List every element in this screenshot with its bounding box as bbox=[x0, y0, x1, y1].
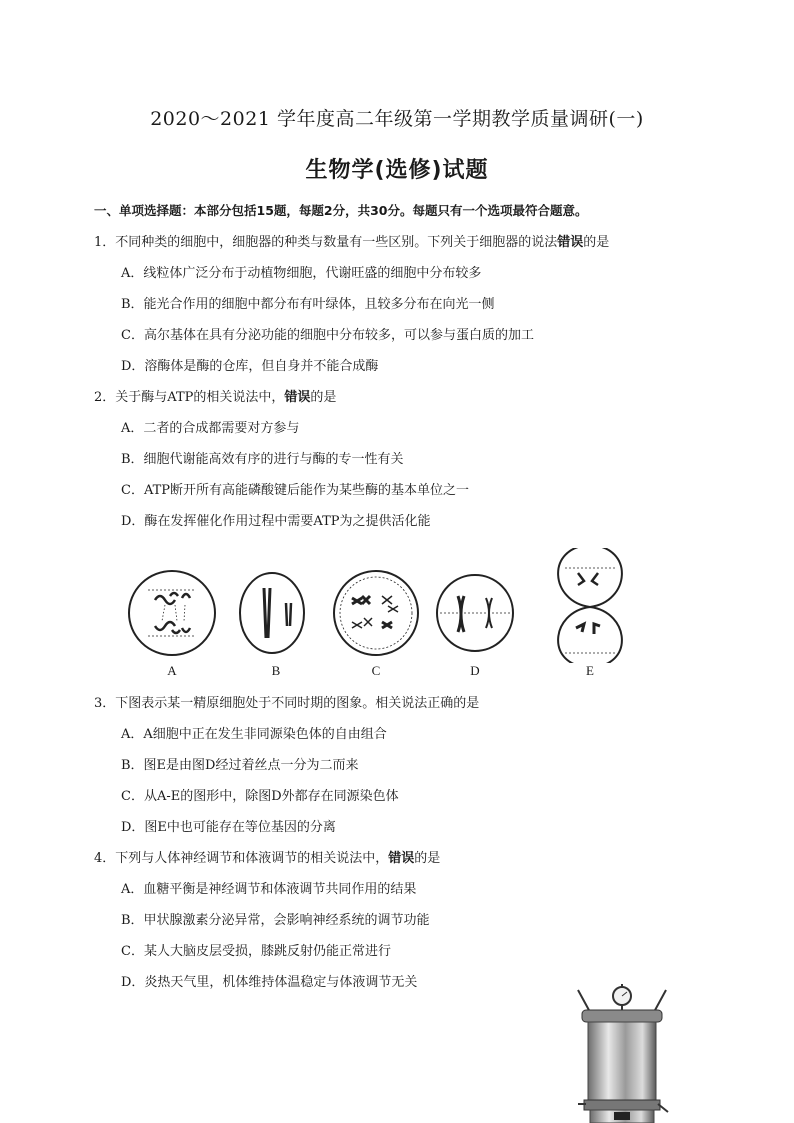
question-1-stem: 1．不同种类的细胞中，细胞器的种类与数量有一些区别。下列关于细胞器的说法错误的是 bbox=[94, 235, 610, 250]
question-2-option-a: A．二者的合成都需要对方参与 bbox=[121, 421, 300, 436]
question-4-option-a: A．血糖平衡是神经调节和体液调节共同作用的结果 bbox=[121, 882, 417, 897]
question-1-option-b: B．能光合作用的细胞中都分布有叶绿体，且较多分布在向光一侧 bbox=[121, 297, 495, 312]
question-4-option-b: B．甲状腺激素分泌异常，会影响神经系统的调节功能 bbox=[121, 913, 430, 928]
question-3-option-a: A．A细胞中正在发生非同源染色体的自由组合 bbox=[121, 727, 387, 742]
cell-label-d: D bbox=[470, 663, 480, 678]
cell-label-b: B bbox=[271, 663, 281, 678]
question-3-option-c: C．从A-E的图形中，除图D外都存在同源染色体 bbox=[121, 789, 399, 804]
cell-label-e: E bbox=[586, 663, 594, 678]
question-2-option-b: B．细胞代谢能高效有序的进行与酶的专一性有关 bbox=[121, 452, 404, 467]
cell-label-a: A bbox=[167, 663, 177, 678]
question-2-option-c: C．ATP断开所有高能磷酸键后能作为某些酶的基本单位之一 bbox=[121, 483, 470, 498]
exam-title: 2020～2021 学年度高二年级第一学期教学质量调研(一) bbox=[150, 108, 644, 130]
question-3-stem: 3．下图表示某一精原细胞处于不同时期的图象。相关说法正确的是 bbox=[94, 696, 480, 711]
question-4-stem: 4．下列与人体神经调节和体液调节的相关说法中，错误的是 bbox=[94, 851, 441, 866]
cell-a-diagram bbox=[129, 571, 215, 655]
question-1-option-d: D．溶酶体是酶的仓库，但自身并不能合成酶 bbox=[121, 359, 379, 374]
question-3-option-d: D．图E中也可能存在等位基因的分离 bbox=[121, 820, 336, 835]
cell-e-diagram bbox=[558, 548, 622, 663]
section-heading: 一、单项选择题：本部分包括15题，每题2分，共30分。每题只有一个选项最符合题意。 bbox=[94, 203, 588, 218]
question-1-option-c: C．高尔基体在具有分泌功能的细胞中分布较多，可以参与蛋白质的加工 bbox=[121, 328, 534, 343]
autoclave-image bbox=[570, 982, 675, 1123]
question-2-option-d: D．酶在发挥催化作用过程中需要ATP为之提供活化能 bbox=[121, 514, 431, 529]
question-4-option-d: D．炎热天气里，机体维持体温稳定与体液调节无关 bbox=[121, 975, 418, 990]
cell-c-diagram bbox=[334, 571, 418, 655]
cell-label-c: C bbox=[371, 663, 381, 678]
exam-subtitle: 生物学(选修)试题 bbox=[305, 158, 489, 183]
cell-division-figure bbox=[120, 548, 640, 663]
question-4-option-c: C．某人大脑皮层受损，膝跳反射仍能正常进行 bbox=[121, 944, 391, 959]
question-2-stem: 2．关于酶与ATP的相关说法中，错误的是 bbox=[94, 390, 337, 405]
question-1-option-a: A．线粒体广泛分布于动植物细胞，代谢旺盛的细胞中分布较多 bbox=[121, 266, 482, 281]
question-3-option-b: B．图E是由图D经过着丝点一分为二而来 bbox=[121, 758, 359, 773]
cell-d-diagram bbox=[437, 575, 513, 651]
cell-b-diagram bbox=[240, 573, 304, 653]
